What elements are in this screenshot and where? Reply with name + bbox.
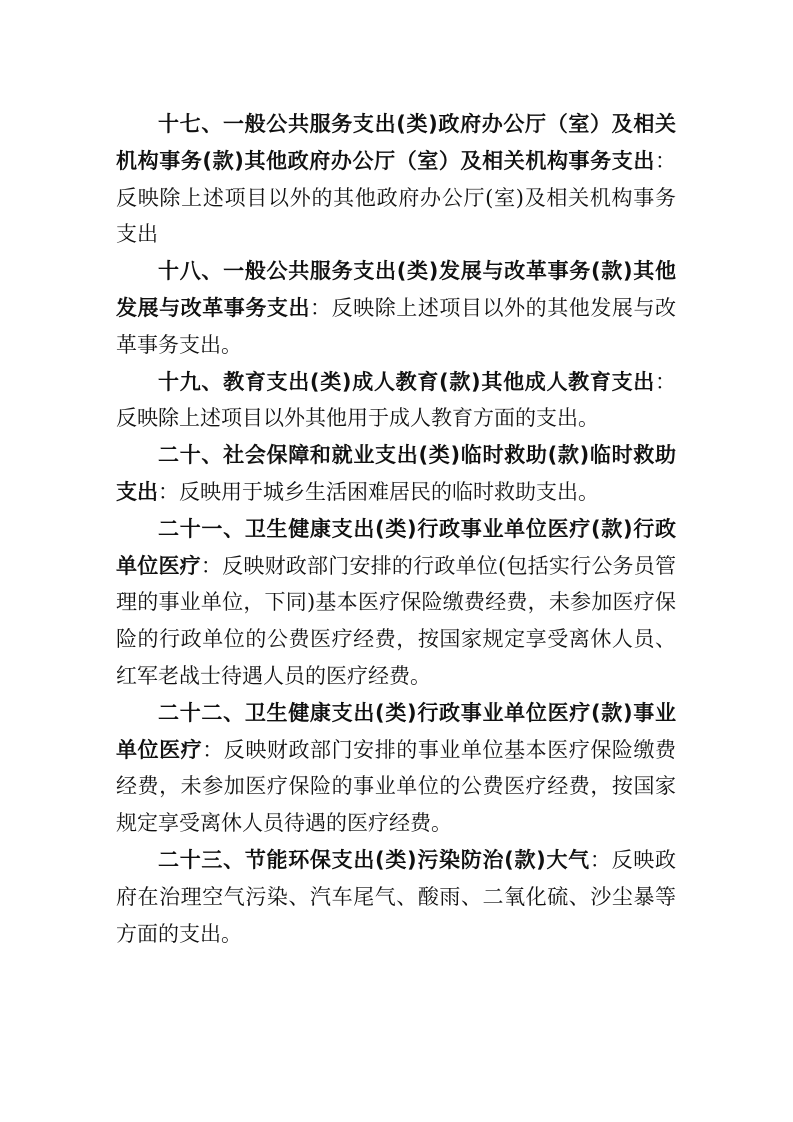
paragraph-20 xyxy=(116,437,676,511)
paragraph-heading: 二十、社会保障和就业支出(类)临时救助(款)临时救助支出 xyxy=(116,443,676,504)
paragraph-text: ：反映除上述项目以外其他用于成人教育方面的支出。 xyxy=(116,369,676,431)
paragraph-text: ：反映政府在治理空气污染、汽车尾气、酸雨、二氧化硫、沙尘暴等方面的支出。 xyxy=(116,847,677,946)
paragraph-text: ：反映财政部门安排的行政单位(包括实行公务员管理的事业单位，下同)基本医疗保险缴费经费，未参加医疗保险的行政单位的公费医疗经费，按国家规定享受离休人员、红军老战士待遇人员的医疗经费。 xyxy=(116,553,677,688)
paragraph-heading: 二十二、卫生健康支出(类)行政事业单位医疗(款)事业单位医疗 xyxy=(116,700,676,762)
paragraph-text: ：反映除上述项目以外的其他政府办公厅(室)及相关机构事务支出 xyxy=(116,148,676,247)
paragraph-heading: 十九、教育支出(类)成人教育(款)其他成人教育支出 xyxy=(158,369,655,394)
paragraph-23 xyxy=(116,842,676,952)
paragraph-heading: 二十一、卫生健康支出(类)行政事业单位医疗(款)行政单位医疗 xyxy=(116,516,676,578)
paragraph-heading: 十七、一般公共服务支出(类)政府办公厅（室）及相关机构事务(款)其他政府办公厅（室）及相关机构事务支出 xyxy=(116,112,676,173)
paragraph-text: ：反映财政部门安排的事业单位基本医疗保险缴费经费，未参加医疗保险的事业单位的公费医疗经费，按国家规定享受离休人员待遇的医疗经费。 xyxy=(116,737,677,836)
paragraph-text: ：反映用于城乡生活困难居民的临时救助支出。 xyxy=(158,479,599,504)
paragraph-19 xyxy=(116,364,676,438)
paragraph-22 xyxy=(116,695,676,842)
paragraph-18 xyxy=(116,253,676,363)
paragraph-21 xyxy=(116,511,676,695)
paragraph-heading: 二十三、节能环保支出(类)污染防治(款)大气 xyxy=(158,847,590,872)
paragraph-text: ：反映除上述项目以外的其他发展与改革事务支出。 xyxy=(116,295,677,357)
document-body xyxy=(116,106,676,952)
paragraph-17 xyxy=(116,106,676,253)
paragraph-heading: 十八、一般公共服务支出(类)发展与改革事务(款)其他发展与改革事务支出 xyxy=(116,259,676,320)
